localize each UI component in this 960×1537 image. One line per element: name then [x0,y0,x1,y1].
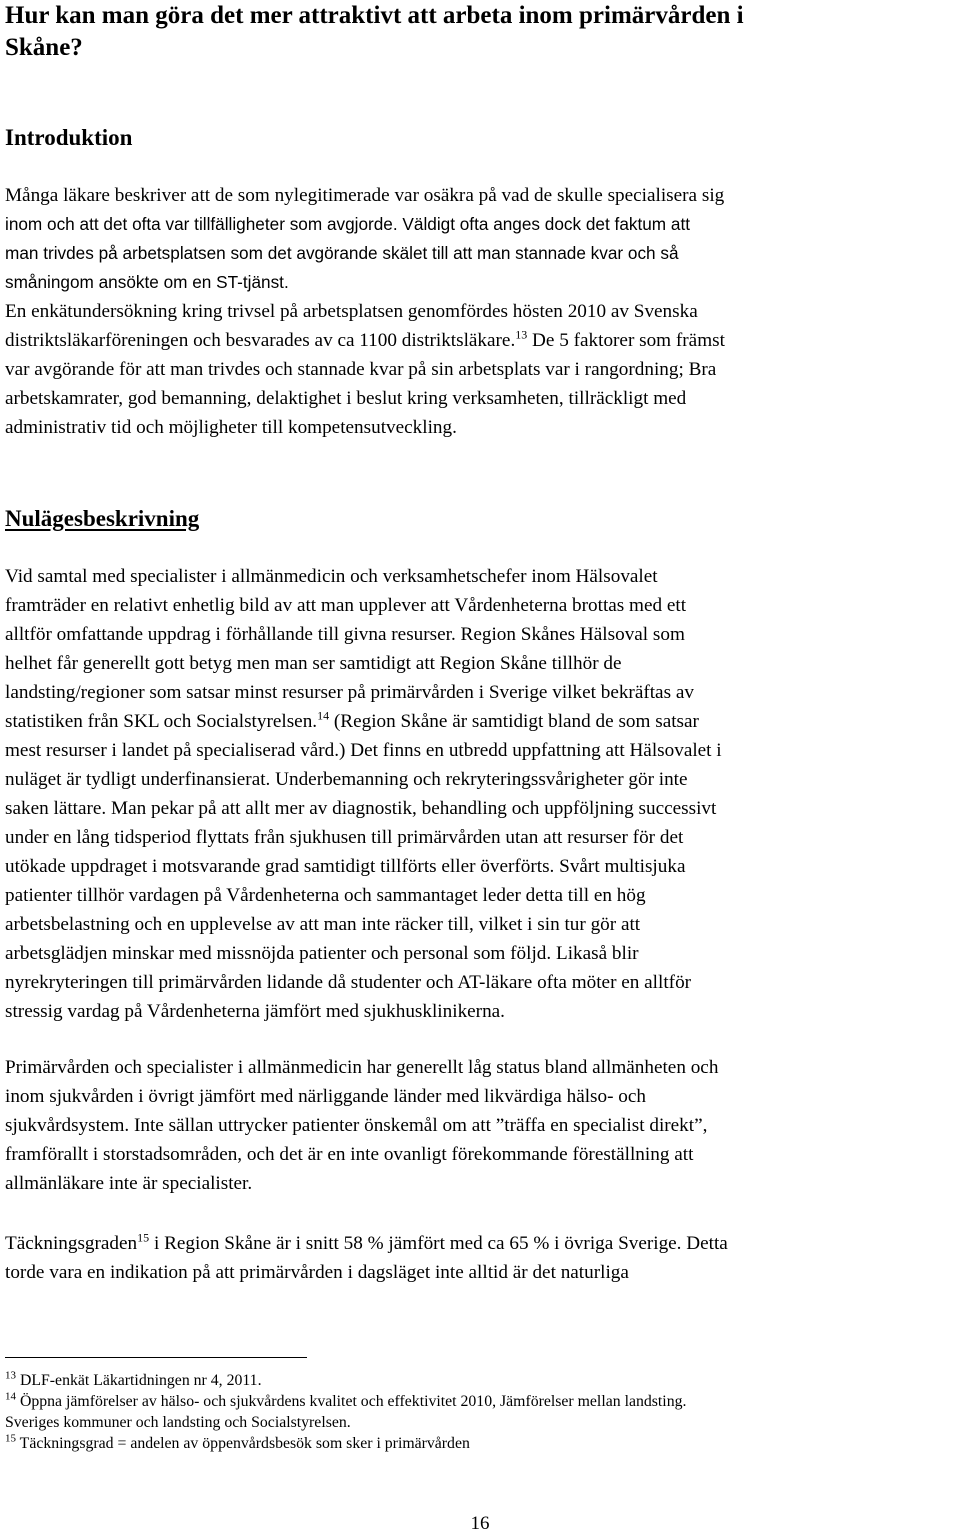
intro-heading: Introduktion [5,125,133,150]
text-line: nyrekryteringen till primärvården lidande då studenter och AT-läkare ofta möter en alltför [5,972,692,993]
text-line: saken lättare. Man pekar på att allt mer av diagnostik, behandling och uppföljning successivt [5,798,717,819]
page-title [5,0,945,64]
text-line: administrativ tid och möjligheter till kompetensutveckling. [5,417,457,438]
footnote-text: Sveriges kommuner och landsting och Socialstyrelsen. [5,1414,351,1431]
text-segment: (Region Skåne är samtidigt bland de som satsar [329,711,699,732]
text-line: Primärvården och specialister i allmänmedicin har generellt låg status bland allmänheten och [5,1057,719,1078]
text-segment: De 5 faktorer som främst [527,330,725,351]
nulage-heading: Nulägesbeskrivning [5,506,200,531]
nulage-paragraph-3 [5,1229,953,1287]
text-line: Många läkare beskriver att de som nylegitimerade var osäkra på vad de skulle specialisera sig [5,185,725,206]
text-line: var avgörande för att man trivdes och stannade kvar på sin arbetsplats var i rangordning; Bra [5,359,717,380]
footnote-text: Täckningsgrad = andelen av öppenvårdsbesök som sker i primärvården [16,1435,470,1452]
text-segment: statistiken från SKL och Socialstyrelsen. [5,711,318,732]
text-line: framförallt i storstadsområden, och det är en inte ovanligt förekommande föreställning att [5,1144,694,1165]
intro-paragraph-2 [5,297,953,442]
footnote-14 [5,1391,953,1412]
footnotes [5,1370,953,1454]
text-line: torde vara en indikation på att primärvården i dagsläget inte alltid är det naturliga [5,1262,629,1283]
footnote-number: 15 [5,1432,16,1445]
text-line: En enkätundersökning kring trivsel på arbetsplatsen genomfördes hösten 2010 av Svenska [5,301,698,322]
footnote-ref-14: 14 [317,708,330,723]
text-segment: Täckningsgraden [5,1233,138,1254]
text-line: arbetsbelastning och en upplevelse av att man inte räcker till, vilket i sin tur gör att [5,914,641,935]
text-line: alltför omfattande uppdrag i förhållande till givna resurser. Region Skånes Hälsoval som [5,624,685,645]
text-line: Vid samtal med specialister i allmänmedicin och verksamhetschefer inom Hälsovalet [5,566,658,587]
text-line: patienter tillhör vardagen på Vårdenheterna och sammantaget leder detta till en hög [5,885,646,906]
footnote-13 [5,1370,953,1391]
footnote-14-continued [5,1412,953,1433]
text-line: framträder en relativt enhetlig bild av att man upplever att Vårdenheterna brottas med ett [5,595,687,616]
title-line: Skåne? [5,34,83,61]
text-line: landsting/regioner som satsar minst resurser på primärvården i Sverige vilket bekräftas av [5,682,694,703]
text-line: mest resurser i landet på specialiserad vård.) Det finns en utbredd uppfattning att Hälsovalet i [5,740,722,761]
intro-paragraph-1 [5,181,953,297]
text-line: inom och att det ofta var tillfälligheter som avgjorde. Väldigt ofta anges dock det faktum att [5,214,691,234]
text-line [5,707,953,736]
text-segment: distriktsläkarföreningen och besvarades av ca 1100 distriktsläkare. [5,330,516,351]
text-line: arbetskamrater, god bemanning, delaktighet i beslut kring verksamheten, tillräckligt med [5,388,687,409]
footnote-ref-13: 13 [515,327,528,342]
text-line: sjukvårdsystem. Inte sällan uttrycker patienter önskemål om att ”träffa en specialist direkt”, [5,1115,708,1136]
text-line: nuläget är tydligt underfinansierat. Underbemanning och rekryteringssvårigheter gör inte [5,769,688,790]
text-line [5,1229,953,1258]
text-line: arbetsglädjen minskar med missnöjda patienter och personal som följd. Likaså blir [5,943,639,964]
footnote-ref-15: 15 [137,1230,150,1245]
title-line: Hur kan man göra det mer attraktivt att arbeta inom primärvården i [5,2,744,29]
text-line: man trivdes på arbetsplatsen som det avgörande skälet till att man stannade kvar och så [5,243,679,263]
footnote-15 [5,1433,953,1454]
nulage-paragraph-1 [5,562,953,1026]
footnote-number: 14 [5,1390,16,1403]
footnote-number: 13 [5,1369,16,1382]
text-segment: i Region Skåne är i snitt 58 % jämfört med ca 65 % i övriga Sverige. Detta [149,1233,728,1254]
page-number: 16 [470,1513,490,1534]
text-line: småningom ansökte om en ST-tjänst. [5,272,289,292]
footnote-text: DLF-enkät Läkartidningen nr 4, 2011. [16,1372,262,1389]
nulage-paragraph-2 [5,1053,953,1198]
text-line: utökade uppdraget i motsvarande grad samtidigt tillförts eller överförts. Svårt multisjuka [5,856,686,877]
text-line: helhet får generellt gott betyg men man ser samtidigt att Region Skåne tillhör de [5,653,622,674]
text-line: stressig vardag på Vårdenheterna jämfört med sjukhusklinikerna. [5,1001,505,1022]
text-line: allmänläkare inte är specialister. [5,1173,253,1194]
footnote-text: Öppna jämförelser av hälso- och sjukvårdens kvalitet och effektivitet 2010, Jämförelser mellan landsting. [16,1393,687,1410]
footnote-divider [5,1357,307,1358]
text-line [5,326,953,355]
text-line: inom sjukvården i övrigt jämfört med närliggande länder med likvärdiga hälso- och [5,1086,647,1107]
text-line: under en lång tidsperiod flyttats från sjukhusen till primärvården utan att resurser för det [5,827,684,848]
